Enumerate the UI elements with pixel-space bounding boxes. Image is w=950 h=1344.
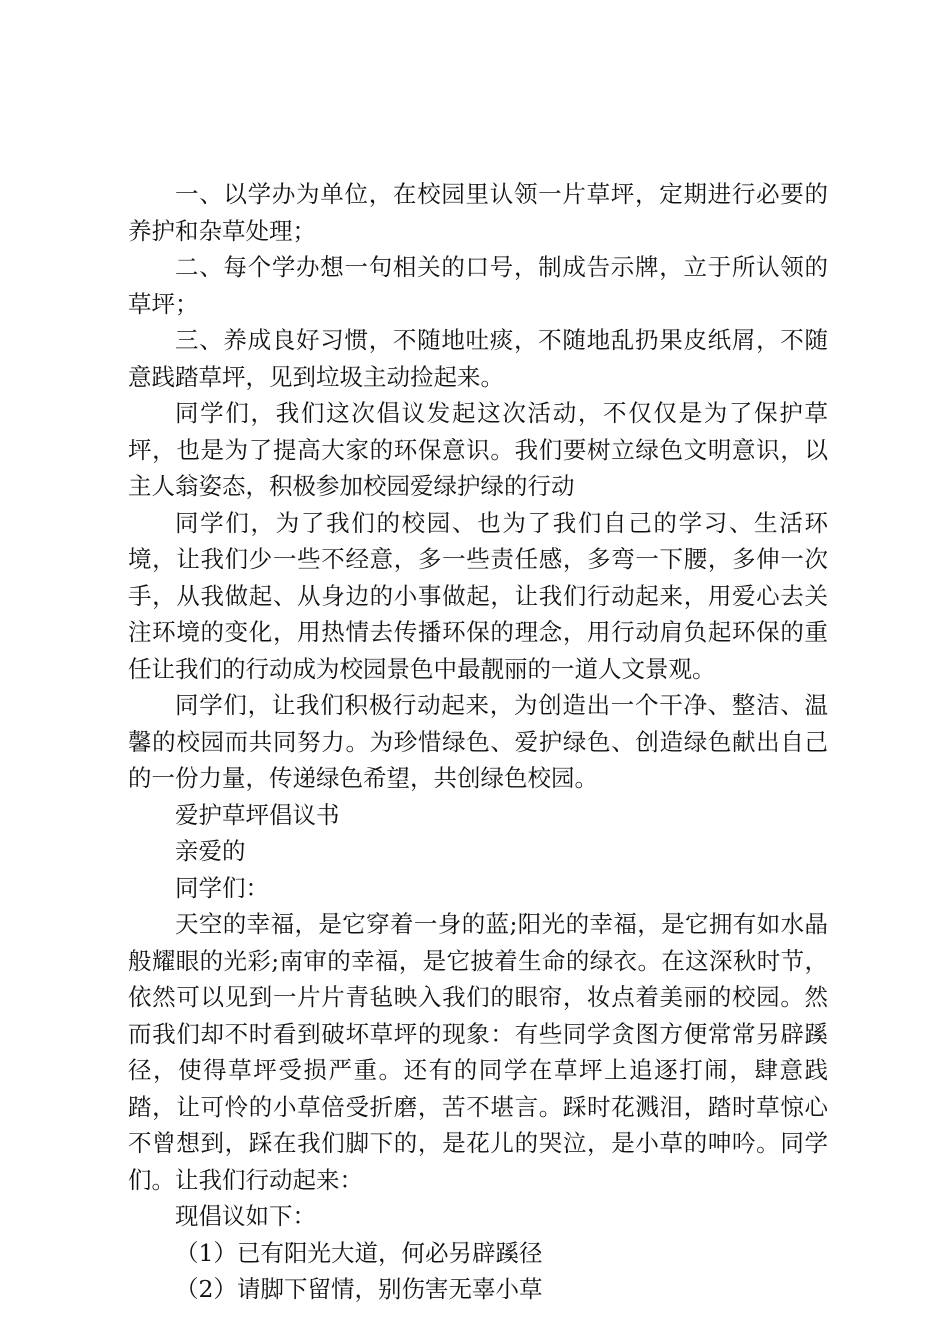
paragraph-item-2: 二、每个学办想一句相关的口号，制成告示牌，立于所认领的草坪；: [128, 253, 828, 318]
proposal-title: 爱护草坪倡议书: [175, 800, 340, 829]
salutation-line-1: 亲爱的: [175, 837, 246, 865]
proposal-item-1: （1）已有阳光大道，何必另辟蹊径: [175, 1238, 543, 1267]
salutation-line-2: 同学们：: [175, 873, 269, 902]
proposal-intro: 现倡议如下：: [175, 1202, 316, 1230]
paragraph-item-7: 天空的幸福，是它穿着一身的蓝;阳光的幸福，是它拥有如水晶般耀眼的光彩;南审的幸福，是它披着生命的绿衣。在这深秋时节，依然可以见到一片片青毡映入我们的眼帘，妆点着美丽的校园。然而我们却不时看到破坏草坪的现象：有些同学贪图方便常常另辟蹊径，使得草坪受损严重。还有的同学在草坪上追逐打闹，肆意践踏，让可怜的小草倍受折磨，苦不堪言。踩时花溅泪，踏时草惊心不曾想到，踩在我们脚下的，是花儿的哭泣，是小草的呻吟。同学们。让我们行动起来：: [128, 910, 828, 1194]
paragraph-item-6: 同学们，让我们积极行动起来，为创造出一个干净、整洁、温馨的校园而共同努力。为珍惜绿色、爱护绿色、创造绿色献出自己的一份力量，传递绿色希望，共创绿色校园。: [128, 691, 828, 792]
paragraph-item-4: 同学们，我们这次倡议发起这次活动，不仅仅是为了保护草坪，也是为了提高大家的环保意识。我们要树立绿色文明意识，以主人翁姿态，积极参加校园爱绿护绿的行动: [128, 399, 828, 500]
paragraph-item-3: 三、养成良好习惯，不随地吐痰，不随地乱扔果皮纸屑，不随意践踏草坪，见到垃圾主动捡起来。: [128, 326, 828, 391]
paragraph-item-1: 一、以学办为单位，在校园里认领一片草坪，定期进行必要的养护和杂草处理；: [128, 180, 828, 245]
document-body: [128, 176, 828, 1308]
proposal-item-2: （2）请脚下留情，别伤害无辜小草: [175, 1275, 543, 1303]
paragraph-item-5: 同学们，为了我们的校园、也为了我们自己的学习、生活环境，让我们少一些不经意，多一些责任感，多弯一下腰，多伸一次手，从我做起、从身边的小事做起，让我们行动起来，用爱心去关注环境的变化，用热情去传播环保的理念，用行动肩负起环保的重任让我们的行动成为校园景色中最靓丽的一道人文景观。: [128, 508, 828, 683]
